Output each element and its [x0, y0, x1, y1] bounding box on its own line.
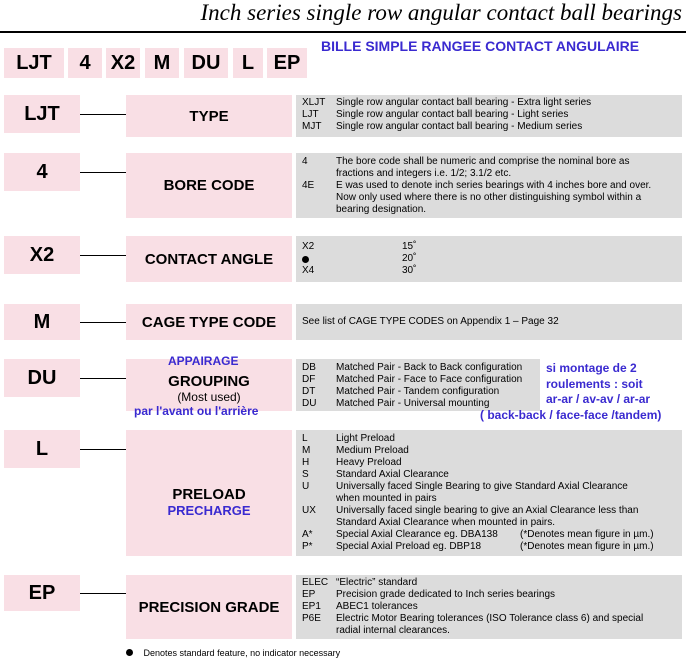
grouping-french-note: ar-ar / av-av / ar-ar [546, 392, 651, 406]
bore-label-text: BORE CODE [163, 177, 255, 194]
grouping-sublabel: (Most used) [177, 389, 241, 404]
contact-description: X2 15˚ 20˚ X4 30˚ [296, 236, 682, 282]
french-header: BILLE SIMPLE RANGEE CONTACT ANGULAIRE [321, 38, 640, 54]
contact-connector [80, 255, 126, 256]
contact-key: X2 [4, 236, 80, 274]
preload-key: L [4, 430, 80, 468]
grouping-french-note: roulements : soit [546, 377, 643, 391]
grouping-french-note: si montage de 2 [546, 361, 637, 375]
precision-key: EP [4, 575, 80, 611]
type-description: XLJT Single row angular contact ball bearing - Extra light series LJT Single row angular contact ball bearing - Light series MJT Single row angular contact ball bearing - Medium series [296, 95, 682, 137]
part-code-grouping: DU [184, 48, 228, 78]
standard-feature-dot-icon [126, 649, 133, 656]
title-rule [0, 31, 686, 33]
part-code-type: LJT [4, 48, 64, 78]
type-connector [80, 114, 126, 115]
part-code-bore: 4 [68, 48, 102, 78]
standard-feature-dot-icon [302, 256, 309, 263]
contact-label-text: CONTACT ANGLE [144, 250, 274, 268]
grouping-connector [80, 378, 126, 379]
cage-connector [80, 322, 126, 323]
grouping-french-top: APPAIRAGE [168, 354, 239, 368]
bore-key: 4 [4, 153, 80, 191]
footnote-text: Denotes standard feature, no indicator necessary [143, 648, 341, 658]
preload-label-text: PRELOAD [172, 486, 246, 503]
cage-key: M [4, 304, 80, 340]
part-code-contact: X2 [106, 48, 140, 78]
grouping-label-text: GROUPING [168, 372, 250, 390]
part-code-cage: M [145, 48, 179, 78]
cage-text: See list of CAGE TYPE CODES on Appendix 1 – Page 32 [302, 316, 559, 327]
preload-label [126, 430, 292, 556]
precision-description: ELEC “Electric” standard EP Precision grade dedicated to Inch series bearings EP1 ABEC1 tolerances P6E Electric Motor Bearing tolerances (ISO Tolerance class 6) and special radial internal clearances. [296, 575, 682, 639]
type-key: LJT [4, 95, 80, 133]
bore-label [126, 153, 292, 218]
precision-label-text: PRECISION GRADE [138, 598, 280, 616]
grouping-french-bottom: par l'avant ou l'arrière [134, 404, 259, 418]
cage-label-text: CAGE TYPE CODE [141, 313, 277, 331]
grouping-description: DB Matched Pair - Back to Back configuration DF Matched Pair - Face to Face configuration DT Matched Pair - Tandem configuration DU Matched Pair - Universal mounting [296, 359, 540, 411]
bore-description: 4 The bore code shall be numeric and comprise the nominal bore as fractions and integers i.e. 1/2; 3.1/2 etc. 4E E was used to denote inch series bearings with 4 inches bore and over. Now only used where there is no other distinguishing symbol within a bearing designation. [296, 153, 682, 218]
cage-description [296, 304, 682, 340]
precision-label [126, 575, 292, 639]
grouping-french-note: ( back-back / face-face /tandem) [480, 408, 662, 422]
footnote [126, 648, 340, 658]
cage-label [126, 304, 292, 340]
grouping-key: DU [4, 359, 80, 397]
type-label [126, 95, 292, 137]
preload-connector [80, 449, 126, 450]
part-code-precision: EP [267, 48, 307, 78]
part-code-preload: L [233, 48, 263, 78]
contact-label [126, 236, 292, 282]
preload-description: L Light Preload M Medium Preload H Heavy Preload S Standard Axial Clearance U Universally faced Single Bearing to give Standard Axial Clearance when mounted in pairs UX Universally faced single bearing to give an Axial Clearance less than Standard Axial Clearance when mounted in pairs. A* Special Axial Clearance eg. DBA138 (*Denotes mean figure in µm.) P* Special Axial Preload eg. DBP18 (*Denotes mean figure in µm.) [296, 430, 682, 556]
bore-connector [80, 172, 126, 173]
precision-connector [80, 593, 126, 594]
page-title: Inch series single row angular contact ball bearings [200, 0, 682, 25]
type-label-text: TYPE [189, 107, 229, 125]
preload-french: PRECHARGE [167, 503, 251, 518]
